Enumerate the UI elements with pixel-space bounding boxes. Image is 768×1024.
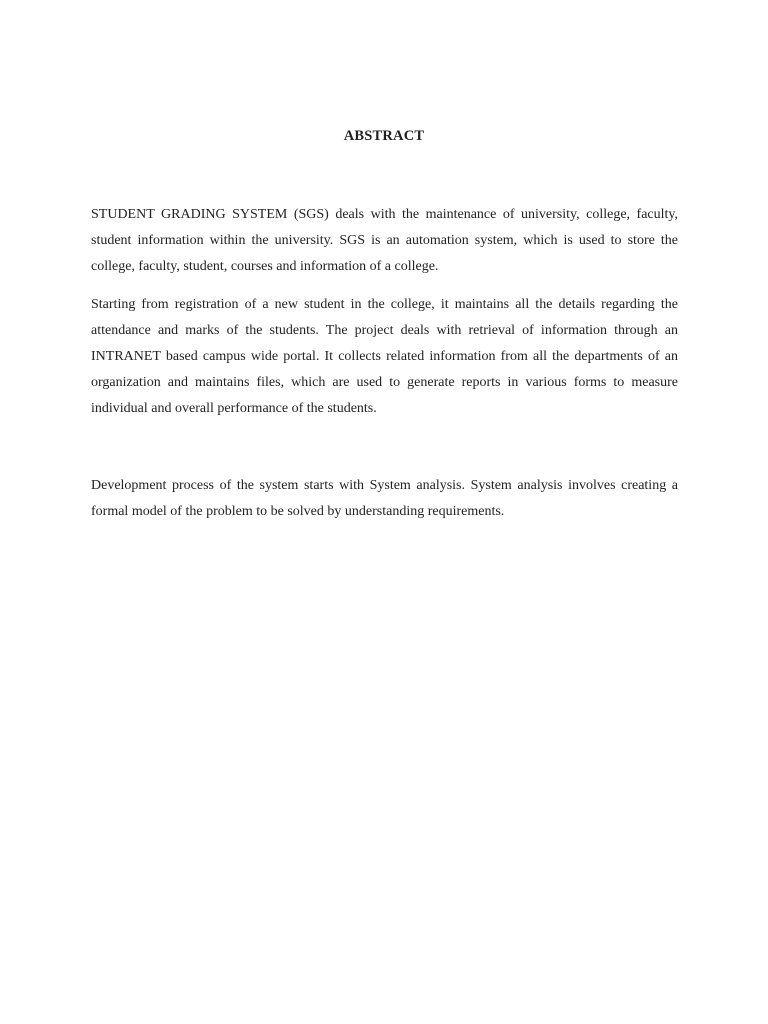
page-title: ABSTRACT [343,128,425,144]
abstract-paragraph-1: STUDENT GRADING SYSTEM (SGS) deals with the maintenance of university, college, faculty, student information within the university. SGS is an automation system, which is used to store the college, faculty, student, courses and information of a college. [91,207,678,274]
abstract-paragraph-3: Development process of the system starts with System analysis. System analysis involves creating a formal model of the problem to be solved by understanding requirements. [91,478,678,519]
abstract-paragraph-2: Starting from registration of a new student in the college, it maintains all the details regarding the attendance and marks of the students. The project deals with retrieval of information through an INTRANET based campus wide portal. It collects related information from all the departments of an organization and maintains files, which are used to generate reports in various forms to measure individual and overall performance of the students. [91,297,678,416]
